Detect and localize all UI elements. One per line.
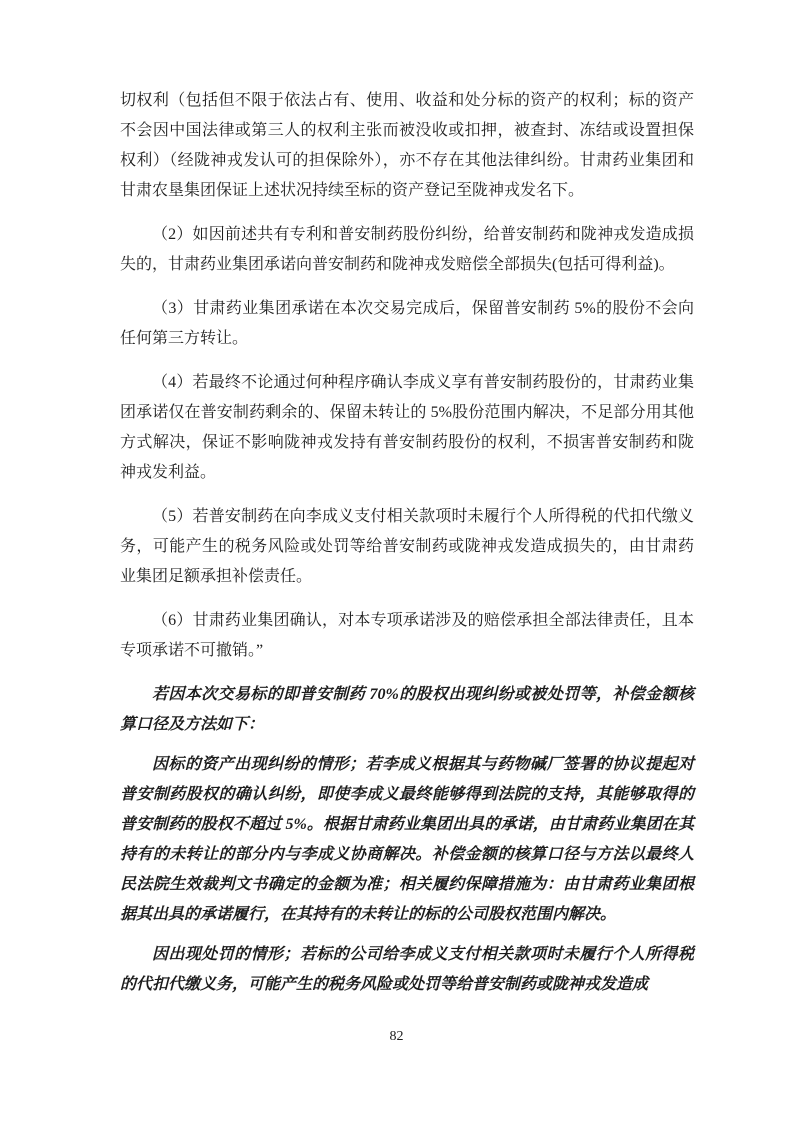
emphasis-paragraph-penalty-case: 因出现处罚的情形；若标的公司给李成义支付相关款项时未履行个人所得税的代扣代缴义务，可能产生的税务风险或处罚等给普安制药或陇神戎发造成	[120, 946, 694, 993]
body-paragraph-item-3: （3）甘肃药业集团承诺在本次交易完成后，保留普安制药 5%的股份不会向任何第三方转让。	[120, 300, 694, 347]
page-number: 82	[389, 1029, 404, 1044]
body-paragraph-continuation: 切权利（包括但不限于依法占有、使用、收益和处分标的资产的权利；标的资产不会因中国法律或第三人的权利主张而被没收或扣押，被查封、冻结或设置担保权利）（经陇神戎发认可的担保除外），亦不存在其他法律纠纷。甘肃药业集团和甘肃农垦集团保证上述状况持续至标的资产登记至陇神戎发名下。	[120, 92, 694, 199]
body-paragraph-item-4: （4）若最终不论通过何种程序确认李成义享有普安制药股份的，甘肃药业集团承诺仅在普安制药剩余的、保留未转让的 5%股份范围内解决，不足部分用其他方式解决，保证不影响陇神戎发持有普安制药股份的权利，不损害普安制药和陇神戎发利益。	[120, 374, 694, 481]
page-body-text	[120, 86, 694, 1010]
body-paragraph-item-6: （6）甘肃药业集团确认，对本专项承诺涉及的赔偿承担全部法律责任，且本专项承诺不可撤销。”	[120, 612, 694, 659]
emphasis-paragraph-compensation-intro: 若因本次交易标的即普安制药 70%的股权出现纠纷或被处罚等，补偿金额核算口径及方法如下：	[120, 686, 694, 733]
body-paragraph-item-5: （5）若普安制药在向李成义支付相关款项时未履行个人所得税的代扣代缴义务，可能产生的税务风险或处罚等给普安制药或陇神戎发造成损失的，由甘肃药业集团足额承担补偿责任。	[120, 508, 694, 585]
emphasis-paragraph-dispute-case: 因标的资产出现纠纷的情形；若李成义根据其与药物碱厂签署的协议提起对普安制药股权的确认纠纷，即使李成义最终能够得到法院的支持，其能够取得的普安制药的股权不超过 5%。根据甘肃药业集团出具的承诺，由甘肃药业集团在其持有的未转让的部分内与李成义协商解决。补偿金额的核算口径与方法以最终人民法院生效裁判文书确定的金额为准；相关履约保障措施为：由甘肃药业集团根据其出具的承诺履行，在其持有的未转让的标的公司股权范围内解决。	[120, 756, 694, 923]
body-paragraph-item-2: （2）如因前述共有专利和普安制药股份纠纷，给普安制药和陇神戎发造成损失的，甘肃药业集团承诺向普安制药和陇神戎发赔偿全部损失(包括可得利益)。	[120, 226, 694, 273]
